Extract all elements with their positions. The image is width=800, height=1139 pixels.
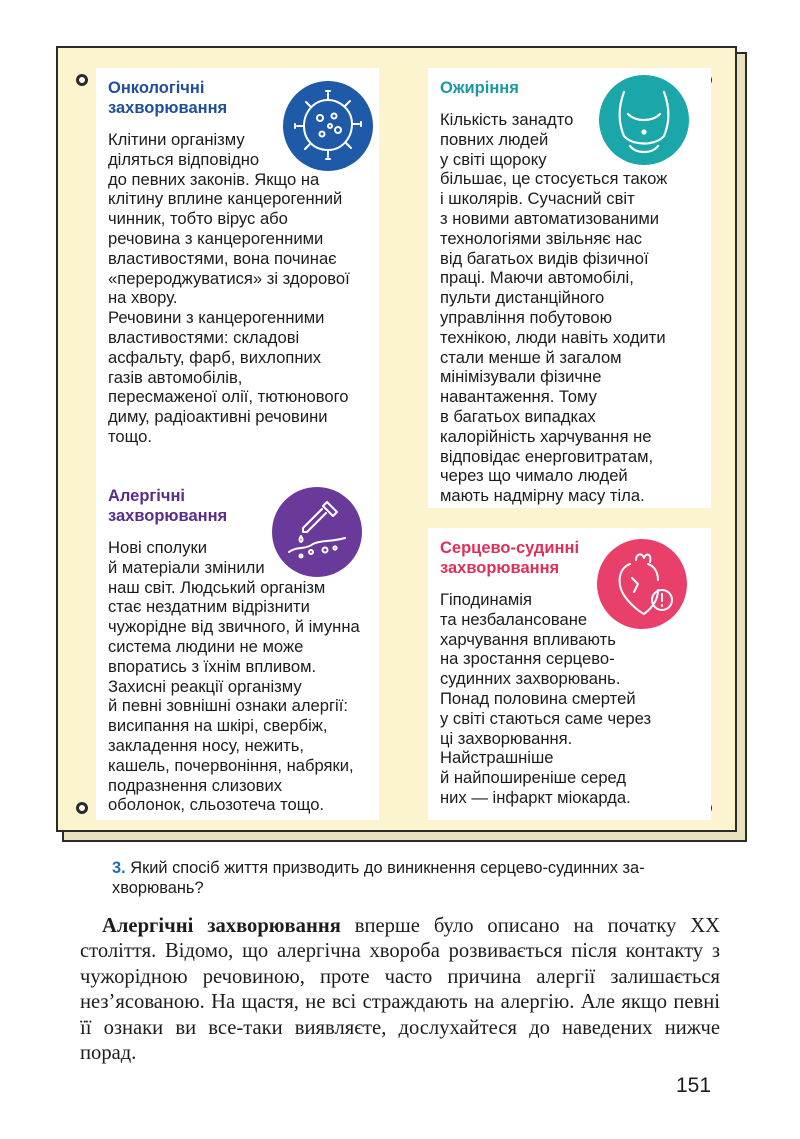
card-allergy-title-line1: Алергічні [108, 487, 186, 505]
dropper-skin-icon [271, 486, 363, 578]
heart-warning-icon [596, 538, 688, 630]
card-cardio [428, 528, 711, 820]
card-oncology-title-line2: захворювання [108, 99, 228, 117]
card-cardio-title-line2: захворювання [440, 559, 560, 577]
info-board [56, 46, 737, 832]
paragraph-text: вперше було описано на початку XX століття. Відомо, що алергічна хвороба розвивається після контакту з чужорідною речовиною, проте часто причина алергії залишається нез’ясованою. На щастя, не всі страждають на алергію. Але якщо певні її ознаки ви все-таки виявляєте, дослухайтеся до наведених нижче порад. [80, 915, 720, 1065]
card-allergy-title-line2: захворювання [108, 507, 228, 525]
card-allergy-body: Нові сполуки й матеріали змінили наш світ. Людський організм стає нездатним відрізнити чужорідне від звичного, й імунна система людини не може впоратись з їхнім впливом. Захисні реакції організму й певні зовнішні ознаки алергії: висипання на шкірі, свербіж, закладення носу, нежить, кашель, почервоніння, набряки, подразнення слизових оболонок, сльозотеча тощо. [108, 538, 360, 815]
body-silhouette-icon [598, 74, 690, 166]
question-text: Який спосіб життя призводить до виникнення серцево-судинних за- хворювань? [112, 859, 645, 897]
question-3 [112, 858, 712, 898]
card-obesity-body: Кількість занадто повних людей у світі щороку більшає, це стосується також і школярів. Сучасний світ з новими автоматизованими технологіями звільняє нас від багатьох видів фізичної праці. Маючи автомобілі, пульти дистанційного управління побутовою технікою, люди навіть ходити стали менше й загалом мінімізували фізичне навантаження. Тому в багатьох випадках калорійність харчування не відповідає енерговитратам, через що чимало людей мають надмірну масу тіла. [440, 110, 668, 506]
card-obesity [428, 68, 711, 508]
page-number: 151 [676, 1074, 712, 1097]
card-obesity-title: Ожиріння [440, 79, 519, 97]
card-allergy [96, 476, 379, 820]
card-oncology-title-line1: Онкологічні [108, 79, 205, 97]
card-oncology-body: Клітини організму діляться відповідно до певних законів. Якщо на клітину вплине канцерогенний чинник, тобто вірус або речовина з канцерогенними властивостями, вона починає «перероджуватися» зі здорової на хвору. Речовини з канцерогенними властивостями: складові асфальту, фарб, вихлопних газів автомобілів, пересмаженої олії, тютюнового диму, радіоактивні речовини тощо. [108, 130, 350, 446]
card-cardio-body: Гіподинамія та незбалансоване харчування впливають на зростання серцево- судинних захворювань. Понад половина смертей у світі стаються саме через ці захворювання. Найстрашніше й найпоширеніше серед них — інфаркт міокарда. [440, 590, 652, 807]
paragraph-bold-lead: Алергічні захворювання [102, 915, 341, 937]
question-number: 3. [112, 859, 126, 877]
pin-bottom-left [76, 802, 88, 814]
cell-icon [282, 80, 374, 172]
card-cardio-title-line1: Серцево-судинні [440, 539, 580, 557]
card-oncology [96, 68, 379, 496]
allergy-paragraph [80, 914, 720, 1066]
pin-top-left [76, 74, 88, 86]
